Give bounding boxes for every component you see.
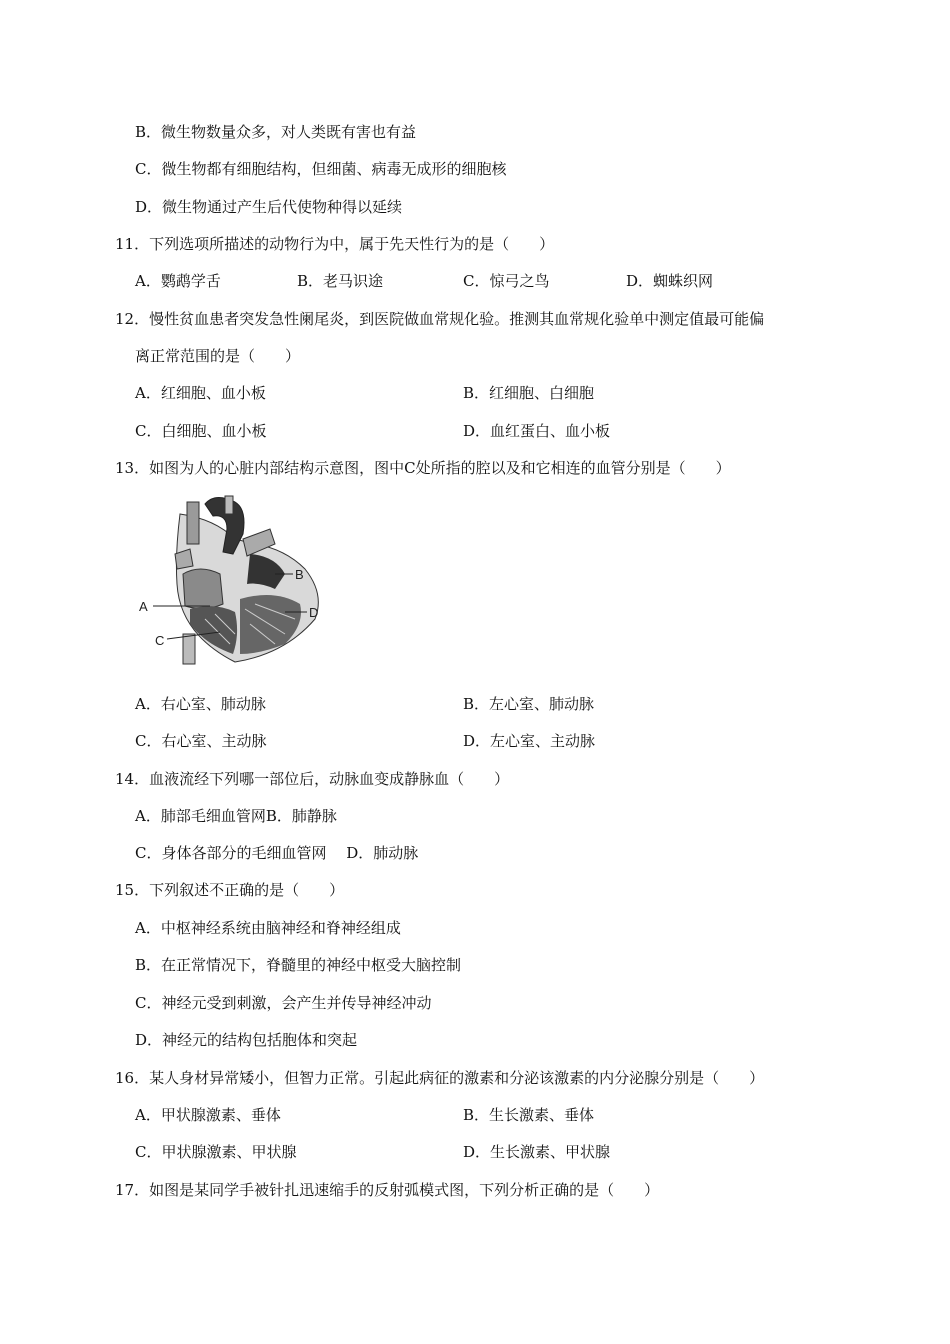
q17-stem: 17．如图是某同学手被针扎迅速缩手的反射弧模式图，下列分析正确的是（ ） [115,1181,660,1199]
q15-stem: 15．下列叙述不正确的是（ ） [115,881,345,899]
q16-option-c: C．甲状腺激素、甲状腺 [135,1143,297,1161]
q13-option-c: C．右心室、主动脉 [135,732,267,750]
right-atrium [183,569,223,609]
vessel-top-left [187,502,199,544]
q16-stem: 16．某人身材异常矮小，但智力正常。引起此病征的激素和分泌该激素的内分泌腺分别是（ ） [115,1069,765,1087]
q10-option-c: C．微生物都有细胞结构，但细菌、病毒无成形的细胞核 [135,160,507,178]
q15-option-b: B．在正常情况下，脊髓里的神经中枢受大脑控制 [135,956,462,974]
q16-option-b: B．生长激素、垂体 [463,1106,595,1124]
figure-label-d: D [309,605,319,620]
q16-option-a: A．甲状腺激素、垂体 [135,1106,281,1124]
q12-option-b: B．红细胞、白细胞 [463,384,595,402]
q11-option-c: C．惊弓之鸟 [463,272,550,290]
q12-option-c: C．白细胞、血小板 [135,422,267,440]
q15-option-a: A．中枢神经系统由脑神经和脊神经组成 [135,919,401,937]
q11-option-d: D．蜘蛛织网 [626,272,714,290]
figure-label-a: A [139,599,148,614]
q13-stem: 13．如图为人的心脏内部结构示意图，图中C处所指的腔以及和它相连的血管分别是（ ） [115,459,731,477]
q12-option-d: D．血红蛋白、血小板 [463,422,611,440]
vessel-top-mid [225,496,233,514]
q11-option-a: A．鹦鹉学舌 [135,272,221,290]
heart-structure-figure [135,494,335,666]
heart-diagram [135,494,335,666]
figure-label-b: B [295,567,304,582]
q10-option-b: B．微生物数量众多，对人类既有害也有益 [135,123,417,141]
q11-stem: 11．下列选项所描述的动物行为中，属于先天性行为的是（ ） [115,235,555,253]
q15-option-c: C．神经元受到刺激，会产生并传导神经冲动 [135,994,432,1012]
q14-stem: 14．血液流经下列哪一部位后，动脉血变成静脉血（ ） [115,770,510,788]
inferior-vena-cava [183,634,195,664]
q13-option-a: A．右心室、肺动脉 [135,695,266,713]
q12-option-a: A．红细胞、血小板 [135,384,266,402]
q12-stem-line1: 12．慢性贫血患者突发急性阑尾炎，到医院做血常规化验。推测其血常规化验单中测定值最可能偏 [115,310,765,328]
figure-label-c: C [155,633,165,648]
q14-options-line2: C．身体各部分的毛细血管网 D．肺动脉 [135,844,419,862]
q11-option-b: B．老马识途 [297,272,384,290]
q10-option-d: D．微生物通过产生后代使物种得以延续 [135,198,403,216]
q15-option-d: D．神经元的结构包括胞体和突起 [135,1031,358,1049]
q12-stem-line2: 离正常范围的是（ ） [135,347,301,365]
q13-option-d: D．左心室、主动脉 [463,732,596,750]
q14-options-line1: A．肺部毛细血管网B．肺静脉 [135,807,337,825]
q13-option-b: B．左心室、肺动脉 [463,695,595,713]
q16-option-d: D．生长激素、甲状腺 [463,1143,611,1161]
